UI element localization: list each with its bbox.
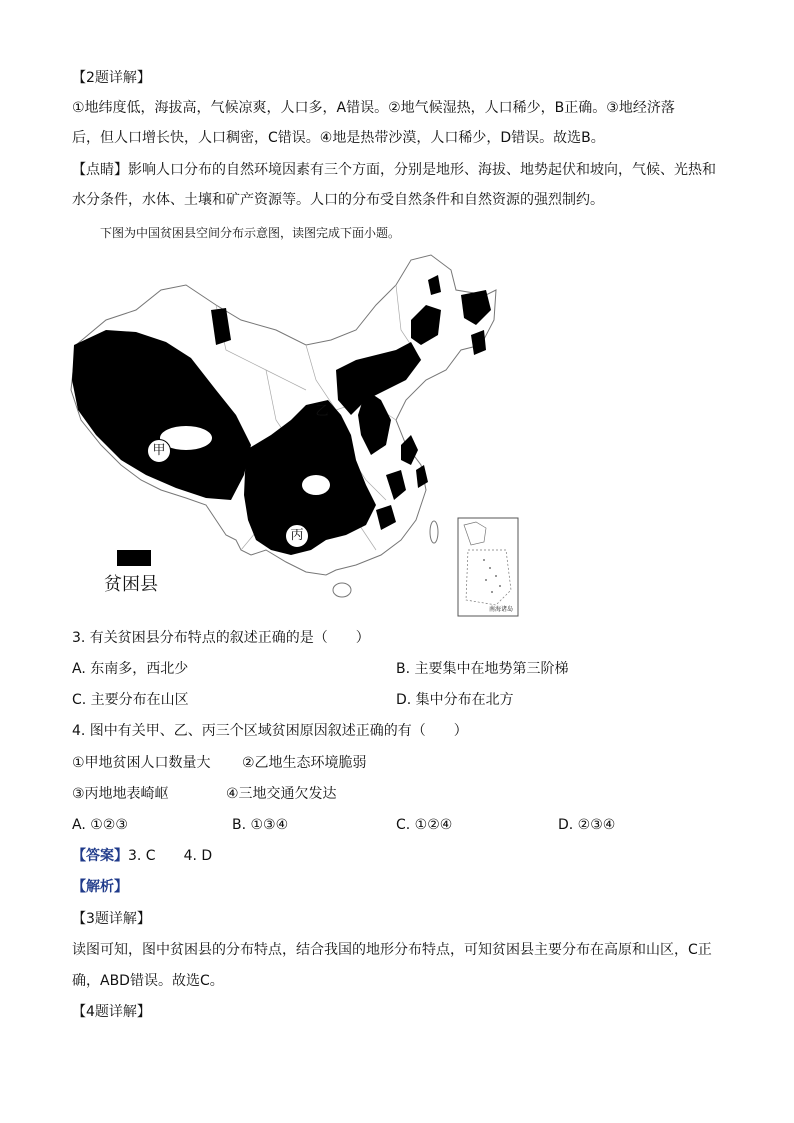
q4-statement-1: ①甲地贫困人口数量大 [72, 755, 211, 771]
region-label-yi: 乙 [315, 404, 329, 419]
q3-detail-line2: 确，ABD错误。故选C。 [72, 973, 224, 989]
q3-stem: 3. 有关贫困县分布特点的叙述正确的是（ ） [72, 630, 370, 646]
region-label-bing: 丙 [285, 524, 309, 548]
q2-detail-title: 【2题详解】 [72, 70, 151, 86]
q4-option-d: D. ②③④ [558, 817, 616, 833]
tip-line2: 水分条件，水体、土壤和矿产资源等。人口的分布受自然条件和自然资源的强烈制约。 [72, 192, 604, 208]
taiwan-island [430, 521, 438, 543]
q2-detail-line1: ①地纬度低，海拔高，气候凉爽，人口多，A错误。②地气候湿热，人口稀少，B正确。③地经济落 [72, 100, 675, 116]
q4-option-a: A. ①②③ [72, 817, 128, 833]
q4-detail-title: 【4题详解】 [72, 1004, 151, 1020]
tip-text1: 影响人口分布的自然环境因素有三个方面，分别是地形、海拔、地势起伏和坡向，气候、光热和 [128, 162, 716, 178]
legend-swatch [117, 550, 151, 566]
tip-label: 【点睛】 [72, 162, 128, 178]
tip-line1 [72, 160, 716, 180]
legend-label: 贫困县 [104, 574, 158, 595]
q4-statement-3: ③丙地地表崎岖 [72, 786, 169, 802]
hainan-island [333, 583, 351, 597]
analysis-label: 【解析】 [72, 879, 128, 895]
q3-option-d: D. 集中分布在北方 [396, 692, 514, 708]
q3-detail-title: 【3题详解】 [72, 911, 151, 927]
q4-option-c: C. ①②④ [396, 817, 453, 833]
q4-stem: 4. 图中有关甲、乙、丙三个区域贫困原因叙述正确的有（ ） [72, 723, 468, 739]
answer-line [72, 846, 212, 866]
answer-text: 3. C 4. D [128, 848, 213, 864]
q2-detail-line2: 后，但人口增长快，人口稠密，C错误。④地是热带沙漠，人口稀少，D错误。故选B。 [72, 130, 605, 146]
q4-option-b: B. ①③④ [232, 817, 289, 833]
q4-statement-4: ④三地交通欠发达 [226, 786, 337, 802]
region-label-jia: 甲 [147, 439, 171, 463]
inset-label: 南海诸岛 [489, 606, 514, 613]
q3-detail-line1: 读图可知，图中贫困县的分布特点，结合我国的地形分布特点，可知贫困县主要分布在高原和山区，C正 [72, 942, 712, 958]
q3-option-b: B. 主要集中在地势第三阶梯 [396, 661, 569, 677]
q4-statement-2: ②乙地生态环境脆弱 [242, 755, 367, 771]
q3-option-a: A. 东南多，西北少 [72, 661, 189, 677]
q3-option-c: C. 主要分布在山区 [72, 692, 189, 708]
answer-label: 【答案】 [72, 848, 128, 864]
map-intro: 下图为中国贫困县空间分布示意图，读图完成下面小题。 [100, 226, 401, 240]
